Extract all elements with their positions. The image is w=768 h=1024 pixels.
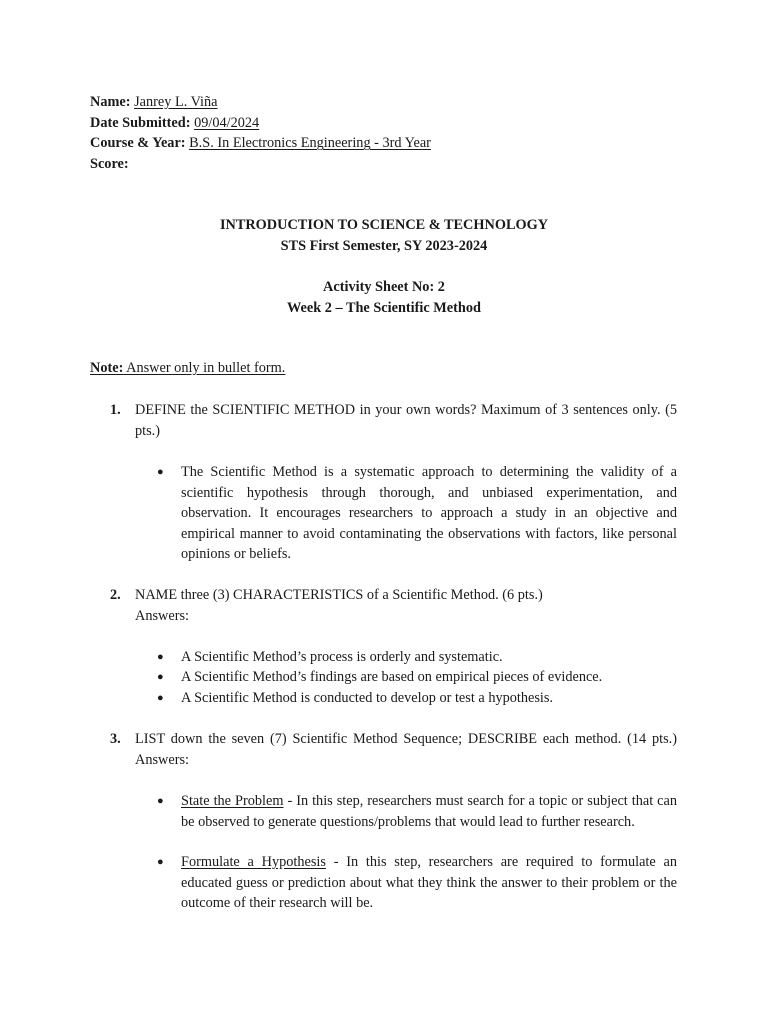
bullet-icon: ● [157, 651, 164, 663]
step-description: - In this step, researchers must search for a topic or subject that can be observed to generate questions/problems that would lead to further research. [181, 793, 678, 830]
question-1-answer-text: The Scientific Method is a systematic approach to determining the validity of a scientific hypothesis through thorough, and unbiased experimentation, and observation. It encourages researchers to approach a study in an objective and empirical manner to avoid contaminating the observations with factors, like personal opinions or beliefs. [181, 464, 677, 562]
bullet-icon: ● [157, 466, 164, 478]
date-value: 09/04/2024 [194, 114, 260, 131]
activity-sheet-number: Activity Sheet No: 2 [323, 279, 445, 295]
name-value: Janrey L. Viña [134, 94, 218, 110]
semester-subtitle: STS First Semester, SY 2023-2024 [280, 238, 488, 254]
score-label: Score: [90, 156, 129, 173]
question-1-answer-item [157, 462, 677, 565]
date-row [90, 113, 431, 134]
course-row [90, 133, 431, 154]
note-text: Answer only in bullet form. [123, 360, 286, 376]
course-value: B.S. In Electronics Engineering - 3rd Year [189, 135, 431, 152]
question-1-number: 1. [110, 402, 121, 418]
question-3-number: 3. [110, 731, 121, 747]
note-label: Note: [90, 360, 124, 376]
name-row [90, 92, 431, 113]
question-2-answers-label: Answers: [135, 607, 190, 624]
bullet-icon: ● [157, 692, 164, 704]
step-description: - In this step, researchers are required to formulate an educated guess or prediction about what they think the answer to their problem or the outcome of their research will be. [181, 854, 677, 911]
question-2-answer-item [157, 688, 677, 709]
bullet-icon: ● [157, 856, 164, 868]
question-2-answer-item [157, 667, 677, 688]
course-title: INTRODUCTION TO SCIENCE & TECHNOLOGY [219, 217, 549, 233]
week-topic: Week 2 – The Scientific Method [287, 300, 481, 316]
note-line [90, 358, 285, 379]
question-2-answer-text: A Scientific Method’s findings are based on empirical pieces of evidence. [181, 669, 603, 685]
question-3-text: LIST down the seven (7) Scientific Method Sequence; DESCRIBE each method. (14 pts.) Answers: [135, 731, 677, 768]
step-term: Formulate a Hypothesis [181, 854, 326, 870]
question-2-number: 2. [110, 587, 121, 603]
question-1 [110, 400, 677, 441]
name-label: Name: [90, 94, 131, 110]
note-text-underline [90, 360, 285, 376]
question-1-text: DEFINE the SCIENTIFIC METHOD in your own words? Maximum of 3 sentences only. (5 pts.) [135, 402, 677, 439]
question-2-text: NAME three (3) CHARACTERISTICS of a Scientific Method. (6 pts.) [135, 587, 543, 603]
bullet-icon: ● [157, 671, 164, 683]
question-3-step-item [157, 852, 677, 914]
question-2-answer-item [157, 647, 677, 668]
score-row [90, 154, 431, 175]
step-term: State the Problem [181, 793, 284, 809]
question-2-answer-text: A Scientific Method’s process is orderly and systematic. [181, 649, 503, 665]
question-3 [110, 729, 677, 770]
question-2 [110, 585, 677, 626]
question-3-step-item [157, 791, 678, 832]
date-label: Date Submitted: [90, 114, 191, 131]
question-2-answer-text: A Scientific Method is conducted to develop or test a hypothesis. [181, 690, 554, 706]
student-info [90, 92, 431, 175]
bullet-icon: ● [157, 795, 164, 807]
course-label: Course & Year: [90, 135, 186, 152]
